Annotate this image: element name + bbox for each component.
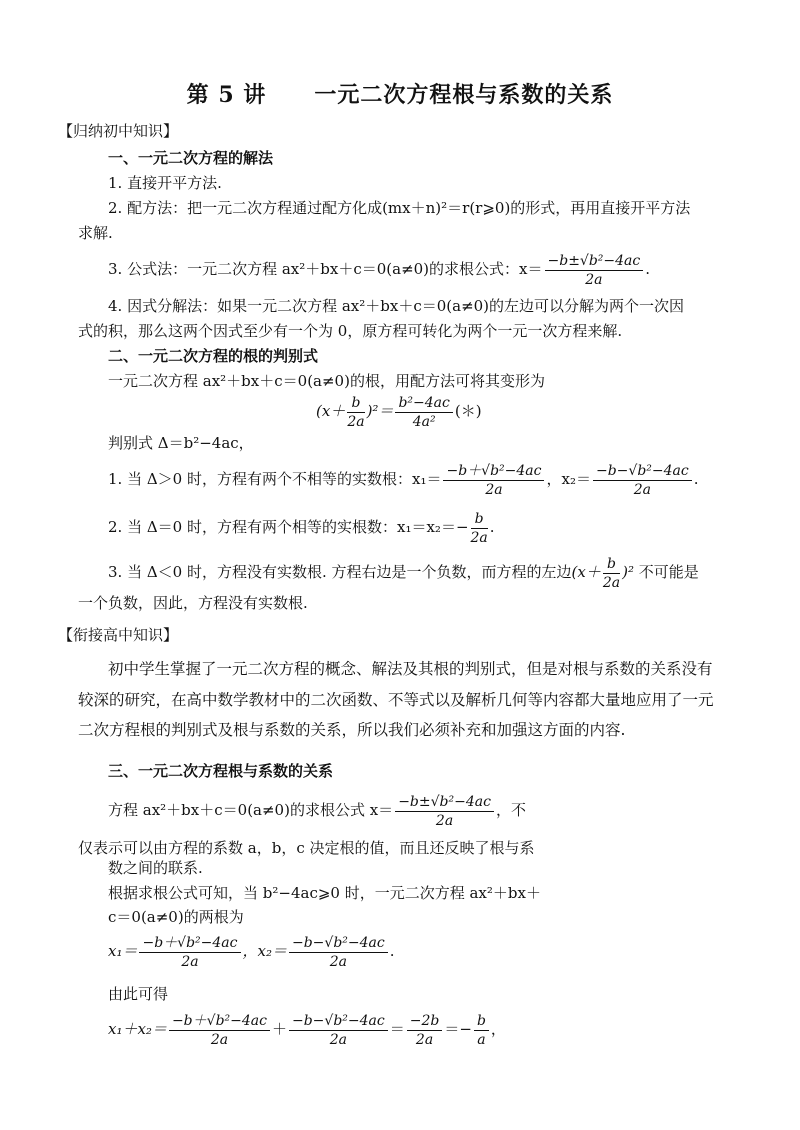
quadratic-formula-fraction: [545, 252, 644, 289]
sum-result-num: b: [474, 1012, 489, 1031]
sum-term-2: [289, 1012, 388, 1049]
eq-rhs-fraction: [395, 394, 452, 431]
intro-line-2: 较深的研究，在高中数学教材中的二次函数、不等式以及解析几何等内容都大量地应用了一元: [78, 691, 714, 709]
method-3-text: 3. 公式法：一元二次方程 ax²＋bx＋c＝0(a≠0)的求根公式：x＝: [108, 260, 543, 278]
sum-plus: ＋: [271, 1020, 287, 1038]
case-3-tail: 不可能是: [638, 563, 699, 581]
method-2-line-1: 2. 配方法：把一元二次方程通过配方化成(mx＋n)²＝r(r⩾0)的形式，再用直接开平方法: [108, 199, 691, 217]
intro-line-1: 初中学生掌握了一元二次方程的概念、解法及其根的判别式，但是对根与系数的关系没有: [108, 660, 713, 678]
intro-line-3: 二次方程根的判别式及根与系数的关系，所以我们必须补充和加强这方面的内容.: [78, 721, 626, 739]
method-1: 1. 直接开平方法.: [108, 174, 222, 192]
sum-term-3-num: −2b: [407, 1012, 443, 1031]
completed-square-equation: [316, 392, 482, 431]
eq-rhs-den: 4a²: [412, 413, 436, 430]
sum-equals: ＝: [389, 1020, 405, 1038]
case-3-paren: (x＋: [571, 563, 601, 581]
section-senior-heading: 【衔接高中知识】: [58, 626, 179, 644]
eq-lhs-open: (x＋: [316, 402, 346, 420]
vieta-formula-den: 2a: [435, 812, 454, 829]
hence-text: 由此可得: [108, 985, 169, 1003]
discriminant-intro: 一元二次方程 ax²＋bx＋c＝0(a≠0)的根，用配方法可将其变形为: [108, 372, 545, 390]
case-1-mid: ，x₂＝: [546, 470, 591, 488]
case-3-num: b: [603, 555, 620, 574]
eq-tag: (＊): [454, 402, 482, 420]
sum-result: [474, 1012, 489, 1049]
case-1-num-1: −b＋√b²−4ac: [443, 462, 544, 481]
eq-lhs-close: )²＝: [366, 402, 394, 420]
sum-label: x₁＋x₂＝: [108, 1020, 167, 1038]
method-4-line-1: 4. 因式分解法：如果一元二次方程 ax²＋bx＋c＝0(a≠0)的左边可以分解为两个一次因: [108, 297, 685, 315]
vieta-formula-text: 方程 ax²＋bx＋c＝0(a≠0)的求根公式 x＝: [108, 801, 394, 819]
method-3: 3. 公式法：一元二次方程 ax²＋bx＋c＝0(a≠0)的求根公式：x＝ $\frac{\text{−b±√b²−4ac}}{2a}$ .: [108, 252, 651, 288]
case-3-post: )²: [622, 563, 634, 581]
case-2-den: 2a: [470, 529, 488, 546]
case-1-text: 1. 当 Δ＞0 时，方程有两个不相等的实数根：x₁＝: [108, 470, 442, 488]
case-1-root-1: [443, 462, 544, 499]
roots-x1-label: x₁＝: [108, 942, 138, 960]
lecture-topic: 一元二次方程根与系数的关系: [314, 82, 614, 108]
formula-numerator: −b±√b²−4ac: [545, 252, 644, 271]
sum-term-3: [407, 1012, 443, 1049]
lecture-number: 第 5 讲: [186, 82, 267, 108]
sum-term-2-num: −b−√b²−4ac: [289, 1012, 388, 1031]
case-1-num-2: −b−√b²−4ac: [593, 462, 692, 481]
vieta-formula-num: −b±√b²−4ac: [395, 793, 494, 812]
case-2: 2. 当 Δ＝0 时，方程有两个相等的实根数：x₁＝x₂＝− $\frac{b}{2a}$ .: [108, 510, 495, 546]
heading-discriminant: 二、一元二次方程的根的判别式: [108, 347, 319, 365]
case-1-den-1: 2a: [485, 481, 503, 498]
vieta-line-2: 仅表示可以由方程的系数 a，b，c 决定根的值，而且还反映了根与系: [78, 839, 535, 857]
eq-b: b: [347, 394, 364, 413]
page-title: [0, 78, 800, 109]
roots-x1-num: −b＋√b²−4ac: [139, 934, 240, 953]
roots-x2-label: ，x₂＝: [242, 942, 287, 960]
formula-denominator: 2a: [585, 271, 603, 288]
vieta-line-1-tail: ，不: [495, 801, 526, 819]
method-2-line-2: 求解.: [78, 224, 113, 242]
case-2-text: 2. 当 Δ＝0 时，方程有两个相等的实根数：x₁＝x₂＝−: [108, 518, 469, 536]
sum-equals-neg: ＝−: [444, 1020, 472, 1038]
eq-rhs-num: b²−4ac: [395, 394, 452, 413]
heading-vieta: 三、一元二次方程根与系数的关系: [108, 762, 334, 780]
case-3-den: 2a: [602, 574, 621, 591]
case-1-den-2: 2a: [633, 481, 651, 498]
roots-x2-den: 2a: [329, 953, 347, 970]
case-2-num: b: [471, 510, 488, 529]
case-1-root-2: [593, 462, 692, 499]
discriminant-definition: 判别式 Δ＝b²−4ac，: [108, 434, 254, 452]
sum-tail: ，: [490, 1020, 506, 1038]
case-3-line-1: [108, 553, 699, 592]
case-1: 1. 当 Δ＞0 时，方程有两个不相等的实数根：x₁＝ $\frac{\text{−b＋√b²−4ac}}{2a}$ ，x₂＝ $\frac{\text{−b−√b²−4ac}}{2a}$ .: [108, 462, 699, 498]
case-3-fraction: [603, 555, 620, 592]
vieta-formula-fraction: [395, 793, 494, 830]
sum-term-1: [169, 1012, 270, 1049]
case-3-text: 3. 当 Δ＜0 时，方程没有实数根. 方程右边是一个负数，而方程的左边: [108, 563, 572, 581]
vieta-line-3: 数之间的联系.: [108, 859, 203, 877]
roots-x1-den: 2a: [181, 953, 199, 970]
vieta-line-4: 根据求根公式可知，当 b²−4ac⩾0 时，一元二次方程 ax²＋bx＋: [108, 884, 541, 902]
sum-term-2-den: 2a: [329, 1031, 347, 1048]
method-4-line-2: 式的积，那么这两个因式至少有一个为 0，原方程可转化为两个一元一次方程来解.: [78, 322, 623, 340]
eq-b-over-2a: [347, 394, 364, 431]
sum-term-1-den: 2a: [210, 1031, 229, 1048]
roots-x2-num: −b−√b²−4ac: [289, 934, 388, 953]
roots-x1-fraction: [139, 934, 240, 971]
vieta-line-1: [108, 791, 526, 830]
heading-methods: 一、一元二次方程的解法: [108, 149, 274, 167]
eq-2a: 2a: [347, 413, 365, 430]
vieta-line-5: c＝0(a≠0)的两根为: [108, 908, 244, 926]
case-3-line-2: 一个负数，因此，方程没有实数根.: [78, 594, 308, 612]
case-2-fraction: [471, 510, 488, 547]
sum-term-3-den: 2a: [415, 1031, 434, 1048]
sum-of-roots: [108, 1010, 506, 1049]
sum-term-1-num: −b＋√b²−4ac: [169, 1012, 270, 1031]
section-junior-heading: 【归纳初中知识】: [58, 122, 179, 140]
roots-x2-fraction: [289, 934, 388, 971]
roots-formula: x₁＝ $\frac{\text{−b＋√b²−4ac}}{2a}$ ，x₂＝ $\frac{\text{−b−√b²−4ac}}{2a}$ .: [108, 934, 395, 970]
sum-result-den: a: [477, 1031, 486, 1048]
